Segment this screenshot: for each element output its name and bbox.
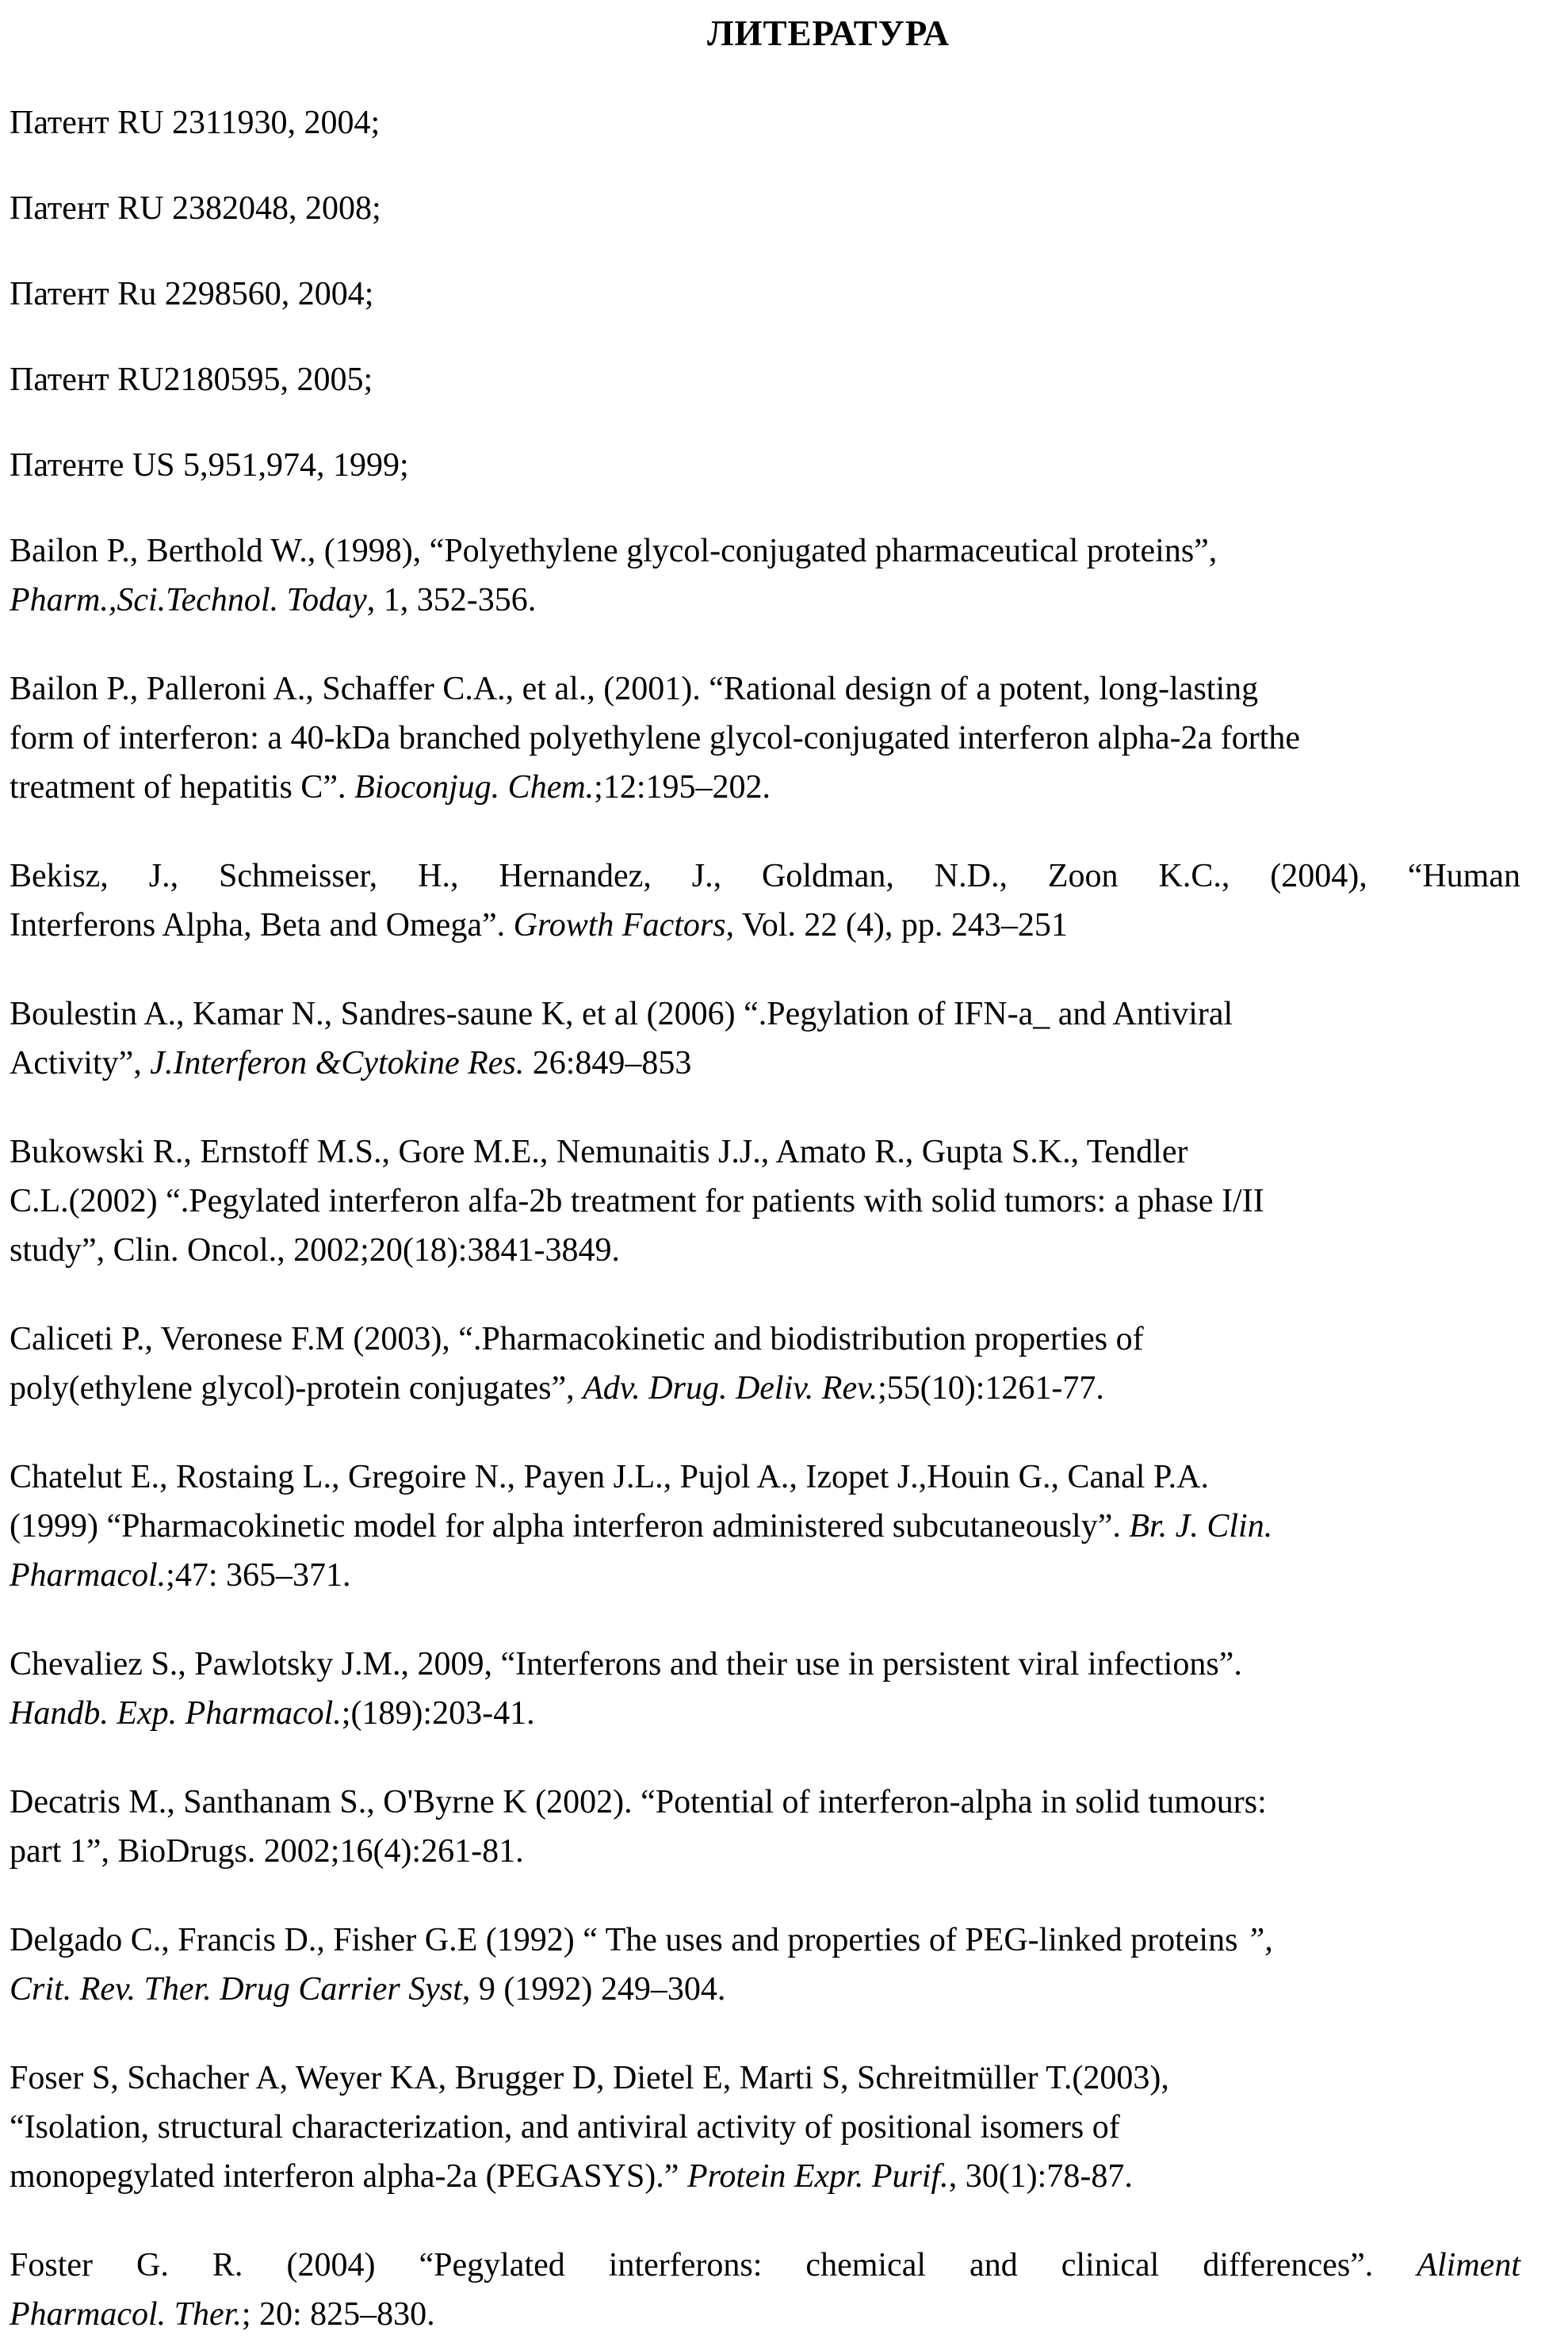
reference-line: Патент RU2180595, 2005; (10, 362, 373, 398)
page-title: ЛИТЕРАТУРА (706, 13, 950, 53)
reference-line: part 1”, BioDrugs. 2002;16(4):261-81. (10, 1833, 524, 1870)
reference-entry (10, 2054, 1520, 2201)
reference-line: Foser S, Schacher A, Weyer KA, Brugger D, Dietel E, Marti S, Schreitmüller T.(2003), (10, 2060, 1169, 2096)
reference-list (10, 98, 1520, 2339)
reference-line: Crit. Rev. Ther. Drug Carrier Syst, 9 (1992) 249–304. (10, 1971, 726, 2008)
reference-line: Pharmacol.;47: 365–371. (10, 1557, 351, 1594)
reference-line: Bailon P., Palleroni A., Schaffer C.A., et al., (2001). “Rational design of a potent, long-lasting (10, 671, 1259, 707)
reference-entry (10, 664, 1520, 812)
reference-line: Foster G. R. (2004) “Pegylated interferons: chemical and clinical differences”. Aliment (10, 2247, 1520, 2283)
reference-line: Патент Ru 2298560, 2004; (10, 276, 374, 312)
reference-line: Caliceti P., Veronese F.M (2003), “.Pharmacokinetic and biodistribution properties of (10, 1321, 1144, 1357)
reference-entry (10, 270, 1520, 319)
reference-entry (10, 98, 1520, 147)
reference-line: Патенте US 5,951,974, 1999; (10, 447, 409, 484)
reference-entry (10, 1640, 1520, 1738)
reference-line: Chevaliez S., Pawlotsky J.M., 2009, “Interferons and their use in persistent viral infections”. (10, 1646, 1242, 1682)
reference-entry (10, 990, 1520, 1088)
reference-line: Bekisz, J., Schmeisser, H., Hernandez, J., Goldman, N.D., Zoon K.C., (2004), “Human (10, 858, 1520, 894)
reference-line: Патент RU 2311930, 2004; (10, 105, 381, 141)
reference-entry (10, 852, 1520, 950)
reference-line: form of interferon: a 40-kDa branched polyethylene glycol-conjugated interferon alpha-2a forthe (10, 720, 1300, 756)
reference-line: Activity”, J.Interferon &Cytokine Res. 26:849–853 (10, 1045, 692, 1081)
reference-entry (10, 1315, 1520, 1413)
reference-line: “Isolation, structural characterization, and antiviral activity of positional isomers of (10, 2109, 1120, 2146)
reference-entry (10, 2241, 1520, 2339)
reference-entry (10, 1127, 1520, 1275)
reference-entry (10, 184, 1520, 233)
reference-entry (10, 355, 1520, 404)
reference-line: Bailon P., Berthold W., (1998), “Polyethylene glycol-conjugated pharmaceutical proteins”, (10, 533, 1218, 569)
reference-line: Delgado C., Francis D., Fisher G.E (1992) “ The uses and properties of PEG-linked proteins ”, (10, 1922, 1273, 1958)
reference-entry (10, 526, 1520, 625)
reference-line: C.L.(2002) “.Pegylated interferon alfa-2b treatment for patients with solid tumors: a phase I/II (10, 1183, 1264, 1219)
reference-line: monopegylated interferon alpha-2a (PEGASYS).” Protein Expr. Purif., 30(1):78-87. (10, 2158, 1133, 2195)
reference-line: (1999) “Pharmacokinetic model for alpha interferon administered subcutaneously”. Br. J. Clin. (10, 1508, 1273, 1545)
reference-line: study”, Clin. Oncol., 2002;20(18):3841-3849. (10, 1232, 620, 1269)
reference-line: poly(ethylene glycol)-protein conjugates”, Adv. Drug. Deliv. Rev.;55(10):1261-77. (10, 1370, 1104, 1407)
reference-line: Патент RU 2382048, 2008; (10, 190, 381, 227)
reference-line: Pharmacol. Ther.; 20: 825–830. (10, 2296, 435, 2333)
reference-entry (10, 441, 1520, 490)
reference-line: Bukowski R., Ernstoff M.S., Gore M.E., Nemunaitis J.J., Amato R., Gupta S.K., Tendler (10, 1134, 1188, 1170)
reference-line: Pharm.,Sci.Technol. Today, 1, 352-356. (10, 582, 537, 618)
reference-line: Handb. Exp. Pharmacol.;(189):203-41. (10, 1695, 535, 1732)
reference-line: Chatelut E., Rostaing L., Gregoire N., Payen J.L., Pujol A., Izopet J.,Houin G., Canal P.A. (10, 1459, 1210, 1495)
reference-line: treatment of hepatitis C”. Bioconjug. Chem.;12:195–202. (10, 769, 771, 806)
reference-entry (10, 1778, 1520, 1876)
reference-entry (10, 1453, 1520, 1600)
reference-line: Boulestin A., Kamar N., Sandres-saune K, et al (2006) “.Pegylation of IFN-a_ and Antiviral (10, 996, 1233, 1032)
reference-line: Decatris M., Santhanam S., O'Byrne K (2002). “Potential of interferon-alpha in solid tumours: (10, 1784, 1267, 1820)
reference-line: Interferons Alpha, Beta and Omega”. Growth Factors, Vol. 22 (4), pp. 243–251 (10, 907, 1068, 944)
reference-entry (10, 1916, 1520, 2014)
